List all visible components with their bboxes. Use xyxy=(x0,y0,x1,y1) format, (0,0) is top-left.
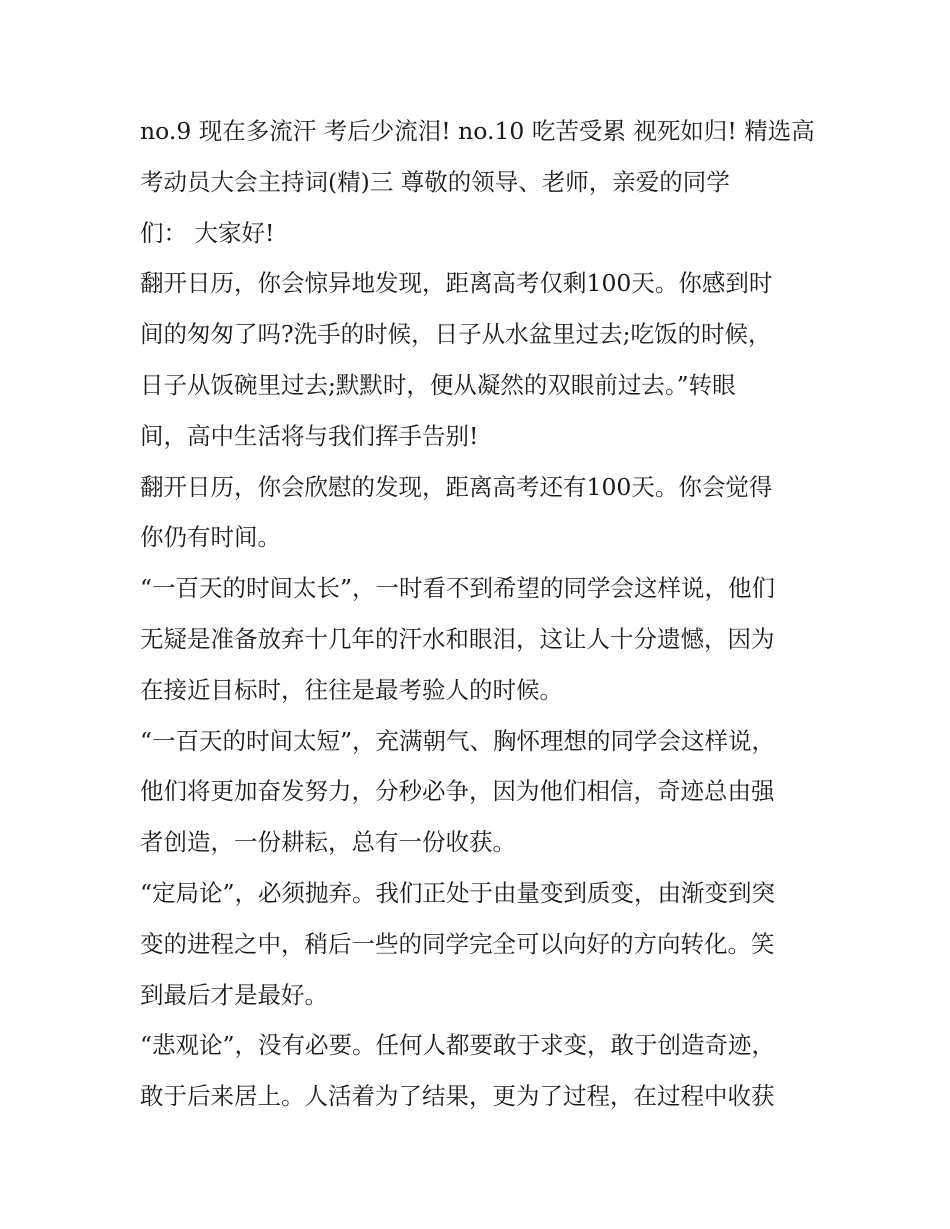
text-line: 们： 大家好! xyxy=(140,218,275,247)
text-line: 他们将更加奋发努力，分秒必争，因为他们相信，奇迹总由强 xyxy=(140,777,775,806)
text-line: 者创造，一份耕耘，总有一份收获。 xyxy=(140,828,516,857)
text-line: 在接近目标时，往往是最考验人的时候。 xyxy=(140,675,563,704)
text-line: 翻开日历，你会惊异地发现，距离高考仅剩100天。你感到时 xyxy=(140,269,773,298)
text-line: no.9 现在多流汗 考后少流泪! no.10 吃苦受累 视死如归! 精选高 xyxy=(140,117,815,145)
text-line: 日子从饭碗里过去;默默时，便从凝然的双眼前过去。”转眼 xyxy=(140,370,736,399)
text-line: “一百天的时间太短”，充满朝气、胸怀理想的同学会这样说， xyxy=(140,726,776,755)
text-line: 变的进程之中，稍后一些的同学完全可以向好的方向转化。笑 xyxy=(140,929,775,958)
text-line: “定局论”，必须抛弃。我们正处于由量变到质变，由渐变到突 xyxy=(140,878,776,907)
text-line: 敢于后来居上。人活着为了结果，更为了过程，在过程中收获 xyxy=(140,1082,775,1111)
document-body xyxy=(140,106,820,1122)
text-line: “一百天的时间太长”，一时看不到希望的同学会这样说，他们 xyxy=(140,574,776,603)
text-line: 无疑是准备放弃十几年的汗水和眼泪，这让人十分遗憾，因为 xyxy=(140,624,775,653)
text-line: 到最后才是最好。 xyxy=(140,980,328,1009)
text-line: 间，高中生活将与我们挥手告别! xyxy=(140,421,479,450)
text-line: 考动员大会主持词(精)三 尊敬的领导、老师，亲爱的同学 xyxy=(140,167,730,196)
text-line: 你仍有时间。 xyxy=(140,523,281,552)
text-line: “悲观论”，没有必要。任何人都要敢于求变，敢于创造奇迹， xyxy=(140,1031,776,1060)
text-line: 间的匆匆了吗?洗手的时候，日子从水盆里过去;吃饭的时候， xyxy=(140,320,772,349)
text-line: 翻开日历，你会欣慰的发现，距离高考还有100天。你会觉得 xyxy=(140,472,773,501)
